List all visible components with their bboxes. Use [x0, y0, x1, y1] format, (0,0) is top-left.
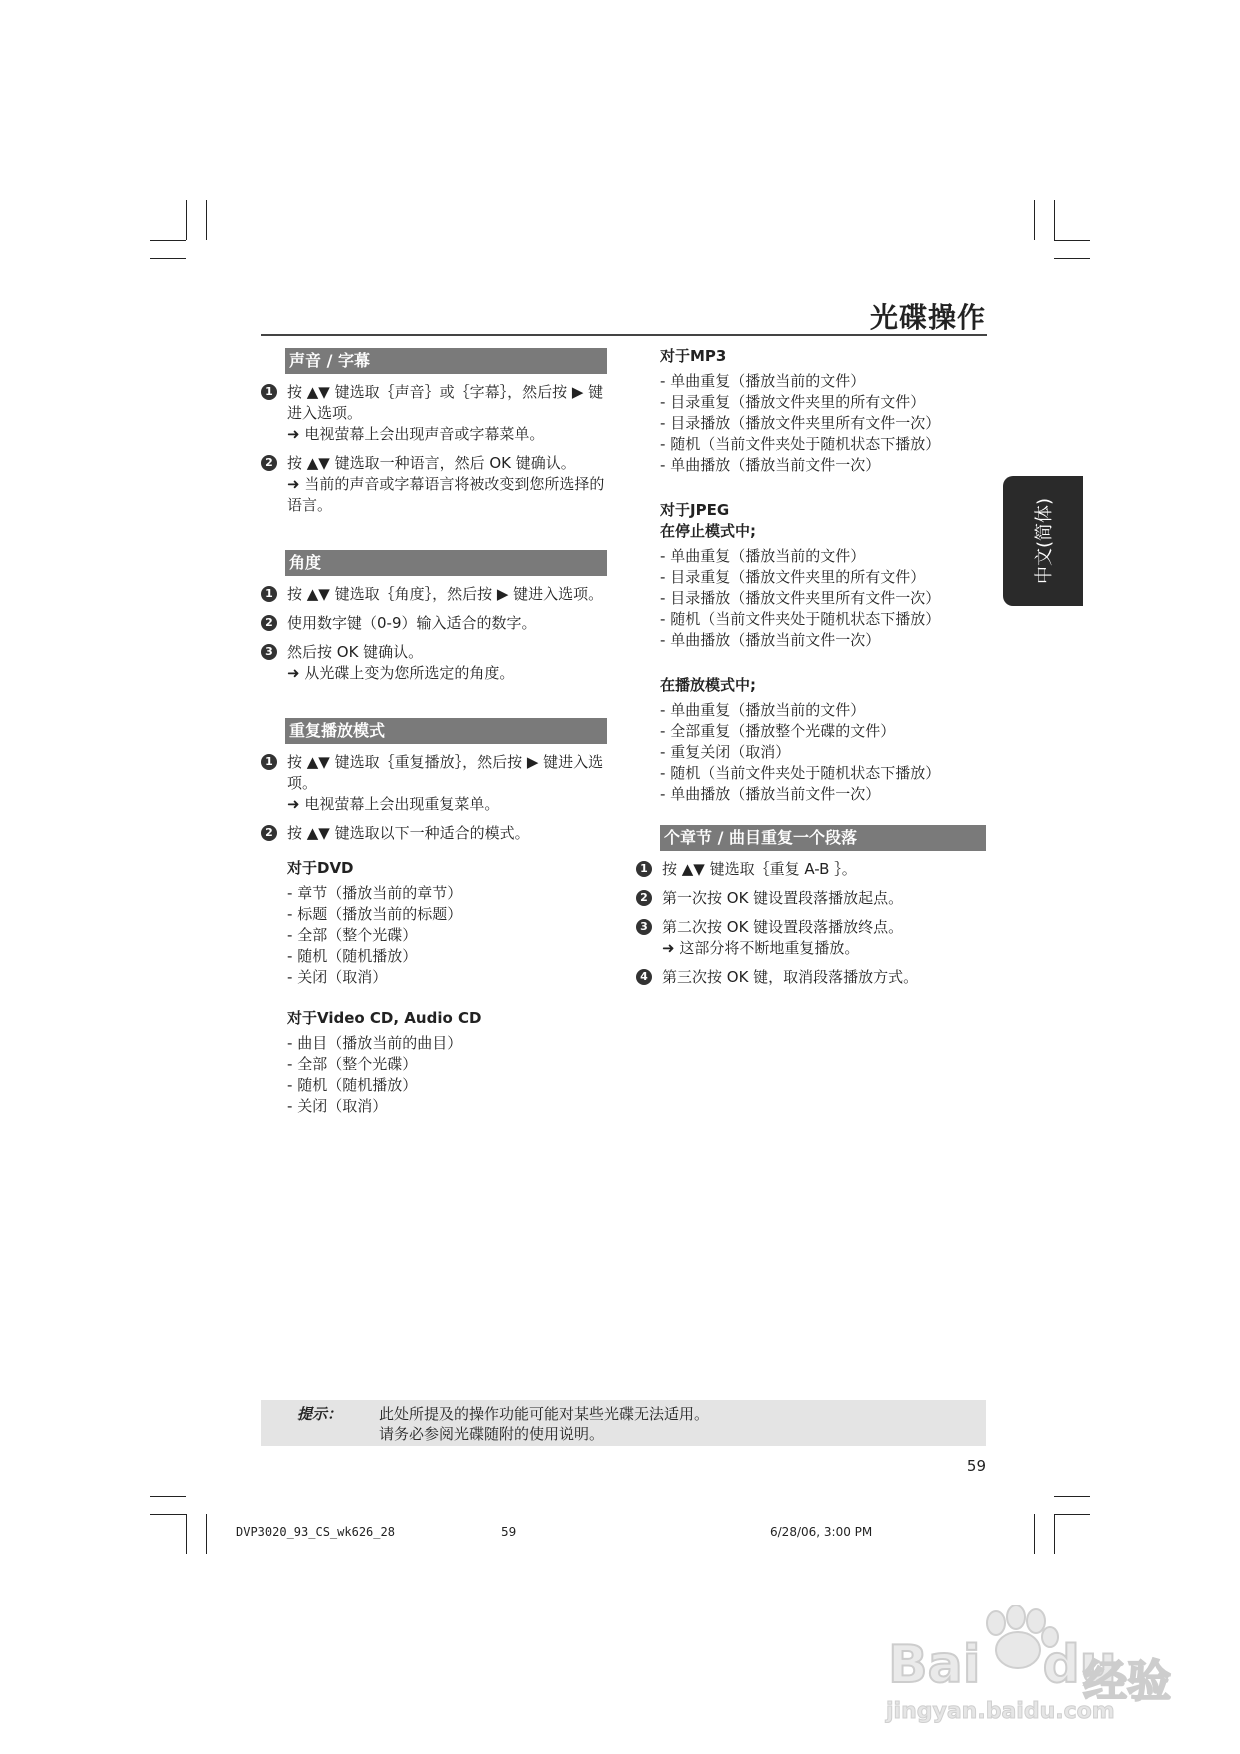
hint-line: 请务必参阅光碟随附的使用说明。	[379, 1425, 605, 1443]
footer-date: 6/28/06, 3:00 PM	[770, 1525, 873, 1539]
list-item: - 目录播放（播放文件夹里所有文件一次）	[660, 413, 986, 434]
language-tab	[1003, 476, 1083, 606]
list-item: - 单曲播放（播放当前文件一次）	[660, 784, 986, 805]
hint-text	[379, 1404, 709, 1444]
list-item: - 全部（整个光碟）	[287, 925, 607, 946]
crop-mark	[1054, 1514, 1090, 1515]
list-item: - 曲目（播放当前的曲目）	[287, 1033, 607, 1054]
watermark-suffix: 经验	[1083, 1656, 1171, 1707]
list-item: - 单曲播放（播放当前文件一次）	[660, 455, 986, 476]
crop-mark	[1054, 240, 1090, 241]
list-item: - 随机（随机播放）	[287, 946, 607, 967]
subheading-mp3: 对于MP3	[660, 347, 727, 365]
subheading-jpeg: 对于JPEG	[660, 501, 730, 519]
step	[261, 613, 607, 634]
crop-mark	[150, 1514, 186, 1515]
section-heading-ab-repeat: 个章节 / 曲目重复一个段落	[660, 825, 986, 851]
step-text: 第三次按 OK 键，取消段落播放方式。	[662, 968, 919, 986]
list-item: - 关闭（取消）	[287, 967, 607, 988]
list-item: - 关闭（取消）	[287, 1096, 607, 1117]
crop-mark	[1054, 1496, 1090, 1497]
crop-mark	[1034, 1514, 1035, 1554]
step-text: 按 ▲▼ 键选取｛重复 A-B ｝。	[662, 860, 857, 878]
step	[636, 917, 986, 959]
watermark-url: jingyan.baidu.com	[886, 1699, 1115, 1724]
baidu-watermark	[878, 1605, 1178, 1725]
crop-mark	[1054, 1514, 1055, 1554]
list-item: - 随机（当前文件夹处于随机状态下播放）	[660, 763, 986, 784]
list-item: - 标题（播放当前的标题）	[287, 904, 607, 925]
hint-box	[261, 1400, 986, 1446]
step-number-icon: 1	[261, 754, 277, 770]
step-result: ➜ 电视萤幕上会出现声音或字幕菜单。	[287, 424, 607, 445]
page-number: 59	[966, 1457, 986, 1475]
step-result: ➜ 这部分将不断地重复播放。	[662, 938, 986, 959]
step	[636, 967, 986, 988]
step	[261, 453, 607, 516]
step-number-icon: 2	[261, 615, 277, 631]
crop-mark	[186, 200, 187, 240]
step-text: 使用数字键（0-9）输入适合的数字。	[287, 614, 537, 632]
crop-mark	[150, 1496, 186, 1497]
list-item: - 目录重复（播放文件夹里的所有文件）	[660, 392, 986, 413]
step-number-icon: 3	[636, 919, 652, 935]
list-item: - 随机（当前文件夹处于随机状态下播放）	[660, 434, 986, 455]
step-text: 按 ▲▼ 键选取｛声音｝或｛字幕｝，然后按 ▶ 键进入选项。	[287, 383, 604, 422]
list-item: - 单曲重复（播放当前的文件）	[660, 546, 986, 567]
jpeg-play-mode-list	[660, 700, 986, 805]
subheading-stop-mode: 在停止模式中;	[660, 522, 756, 540]
vcd-mode-list	[287, 1033, 607, 1117]
list-item: - 随机（随机播放）	[287, 1075, 607, 1096]
subheading-play-mode: 在播放模式中;	[660, 676, 756, 694]
step-text: 按 ▲▼ 键选取一种语言，然后 OK 键确认。	[287, 454, 576, 472]
step-number-icon: 4	[636, 969, 652, 985]
list-item: - 单曲播放（播放当前文件一次）	[660, 630, 986, 651]
step	[261, 823, 607, 844]
footer-page: 59	[501, 1525, 517, 1539]
list-item: - 单曲重复（播放当前的文件）	[660, 371, 986, 392]
step-text: 第二次按 OK 键设置段落播放终点。	[662, 918, 904, 936]
step-number-icon: 2	[261, 825, 277, 841]
step-result: ➜ 从光碟上变为您所选定的角度。	[287, 663, 607, 684]
list-item: - 章节（播放当前的章节）	[287, 883, 607, 904]
list-item: - 重复关闭（取消）	[660, 742, 986, 763]
list-item: - 随机（当前文件夹处于随机状态下播放）	[660, 609, 986, 630]
step-number-icon: 1	[261, 586, 277, 602]
list-item: - 全部重复（播放整个光碟的文件）	[660, 721, 986, 742]
title-rule	[261, 334, 987, 336]
subheading-dvd: 对于DVD	[287, 859, 354, 877]
crop-mark	[206, 200, 207, 240]
step-text: 按 ▲▼ 键选取以下一种适合的模式。	[287, 824, 530, 842]
step	[636, 888, 986, 909]
page-title: 光碟操作	[869, 301, 986, 334]
step-result: ➜ 电视萤幕上会出现重复菜单。	[287, 794, 607, 815]
crop-mark	[1054, 258, 1090, 259]
section-heading-audio: 声音 / 字幕	[285, 348, 607, 374]
step	[261, 752, 607, 815]
watermark-brand-bai: Bai	[888, 1635, 981, 1695]
dvd-mode-list	[287, 883, 607, 988]
mp3-mode-list	[660, 371, 986, 476]
left-column	[261, 348, 607, 1117]
step	[261, 642, 607, 684]
right-column	[640, 346, 986, 996]
step-result: ➜ 当前的声音或字幕语言将被改变到您所选择的语言。	[287, 474, 607, 516]
step-text: 按 ▲▼ 键选取｛角度｝，然后按 ▶ 键进入选项。	[287, 585, 604, 603]
crop-mark	[150, 258, 186, 259]
step-text: 按 ▲▼ 键选取｛重复播放｝，然后按 ▶ 键进入选项。	[287, 753, 604, 792]
section-heading-angle: 角度	[285, 550, 607, 576]
list-item: - 目录重复（播放文件夹里的所有文件）	[660, 567, 986, 588]
step-number-icon: 3	[261, 644, 277, 660]
step-number-icon: 2	[636, 890, 652, 906]
hint-label: 提示：	[297, 1405, 343, 1423]
crop-mark	[150, 240, 186, 241]
language-tab-label: 中文(简体)	[1034, 497, 1055, 585]
crop-mark	[1034, 200, 1035, 240]
section-heading-repeat: 重复播放模式	[285, 718, 607, 744]
step-number-icon: 1	[636, 861, 652, 877]
step-number-icon: 2	[261, 455, 277, 471]
step	[261, 584, 607, 605]
step	[261, 382, 607, 445]
crop-mark	[1054, 200, 1055, 240]
step-text: 然后按 OK 键确认。	[287, 643, 424, 661]
hint-line: 此处所提及的操作功能可能对某些光碟无法适用。	[379, 1405, 710, 1423]
list-item: - 单曲重复（播放当前的文件）	[660, 700, 986, 721]
watermark-brand-du: du	[1042, 1635, 1117, 1695]
jpeg-stop-mode-list	[660, 546, 986, 651]
crop-mark	[186, 1514, 187, 1554]
crop-mark	[206, 1514, 207, 1554]
subheading-vcd: 对于Video CD, Audio CD	[287, 1009, 482, 1027]
step	[636, 859, 986, 880]
step-text: 第一次按 OK 键设置段落播放起点。	[662, 889, 904, 907]
footer-file: DVP3020_93_CS_wk626_28	[236, 1525, 395, 1539]
list-item: - 全部（整个光碟）	[287, 1054, 607, 1075]
step-number-icon: 1	[261, 384, 277, 400]
list-item: - 目录播放（播放文件夹里所有文件一次）	[660, 588, 986, 609]
